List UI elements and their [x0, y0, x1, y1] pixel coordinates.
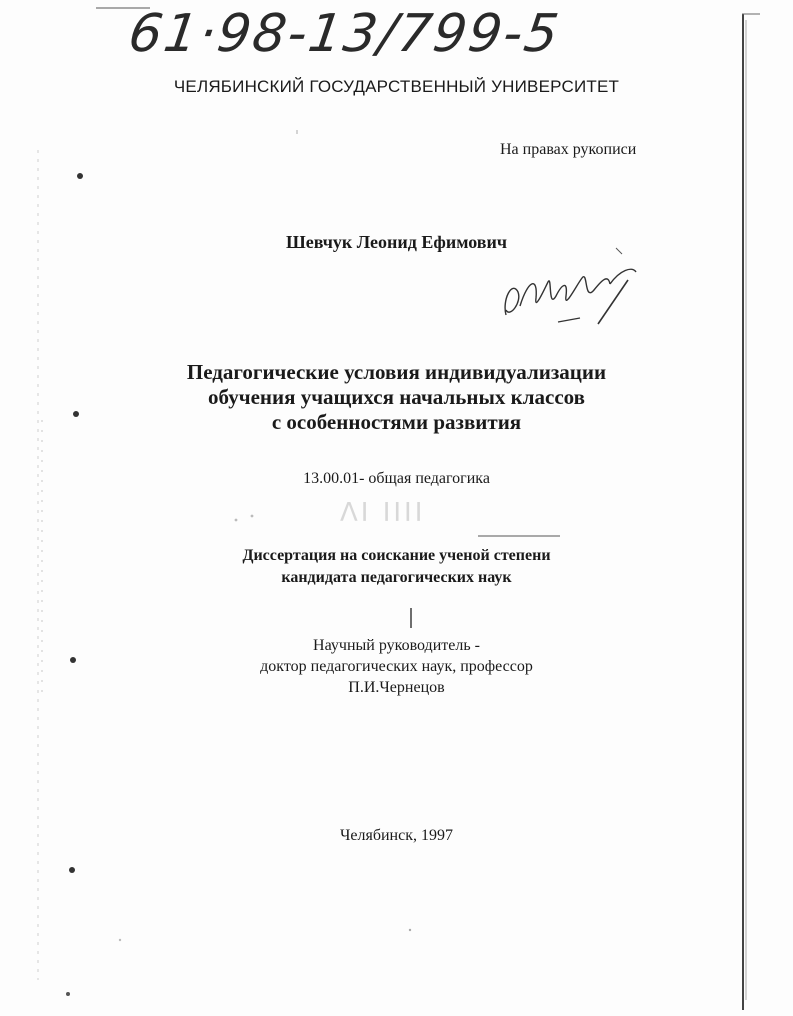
university-name: ЧЕЛЯБИНСКИЙ ГОСУДАРСТВЕННЫЙ УНИВЕРСИТЕТ — [173, 77, 620, 96]
supervisor-line: Научный руководитель - — [313, 637, 480, 654]
supervisor-line: доктор педагогических наук, профессор — [260, 658, 533, 675]
faint-stamp-mark: ΛΙ ΙΙΙΙ — [340, 498, 426, 528]
author-name: Шевчук Леонид Ефимович — [285, 232, 508, 252]
degree-statement — [0, 545, 793, 589]
title-line: с особенностями развития — [271, 410, 522, 434]
city-year: Челябинск, 1997 — [340, 827, 453, 844]
degree-line: Диссертация на соискание ученой степени — [242, 547, 551, 564]
title-line: Педагогические условия индивидуализации — [186, 360, 607, 384]
specialty-code: 13.00.01- общая педагогика — [303, 470, 490, 487]
supervisor-block — [0, 635, 793, 698]
dissertation-title — [0, 360, 793, 435]
rights-note: На правах рукописи — [500, 141, 637, 158]
degree-line: кандидата педагогических наук — [281, 569, 512, 586]
title-line: обучения учащихся начальных классов — [208, 385, 585, 409]
supervisor-line: П.И.Чернецов — [348, 679, 445, 696]
signature — [498, 240, 658, 330]
archive-number-handwritten: 61·98-13/799-5 — [124, 4, 564, 64]
